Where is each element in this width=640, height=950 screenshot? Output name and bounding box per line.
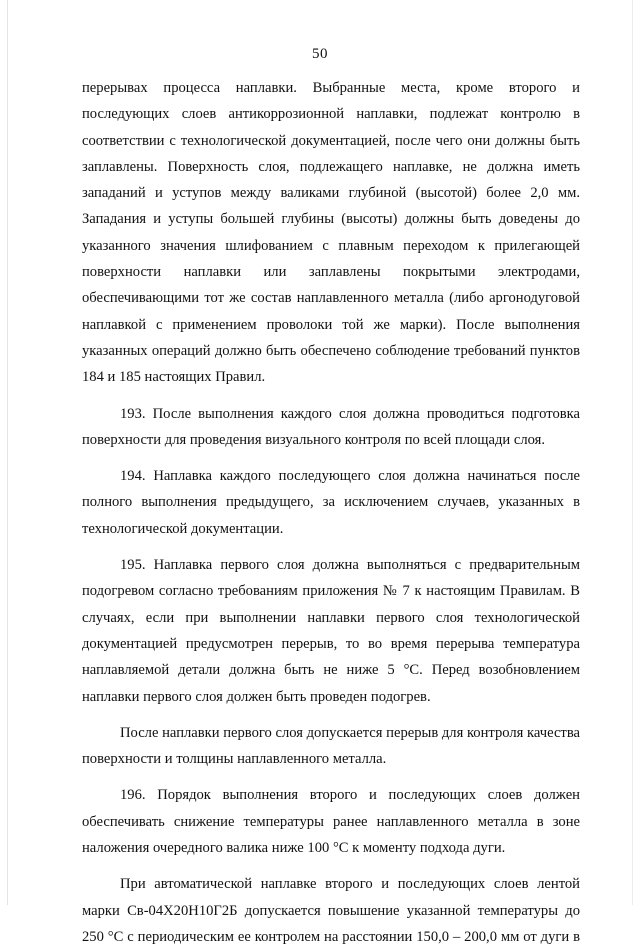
paragraph-item-195: 195. Наплавка первого слоя должна выполняться с предварительным подогревом согласно требованиям приложения № 7 к настоящим Правилам. В случаях, если при выполнении наплавки первого слоя технологической документацией предусмотрен перерыв, то во время перерыва температура наплавляемой детали должна быть не ниже 5 °С. Перед возобновлением наплавки первого слоя должен быть проведен подогрев.	[82, 557, 580, 705]
scan-edge-left	[7, 0, 8, 905]
page-number: 50	[312, 46, 328, 62]
body-text	[82, 75, 580, 950]
paragraph-continuation: перерывах процесса наплавки. Выбранные места, кроме второго и последующих слоев антикоррозионной наплавки, подлежат контролю в соответствии с технологической документацией, после чего они должны быть заплавлены. Поверхность слоя, подлежащего наплавке, не должна иметь западаний и уступов между валиками глубиной (высотой) более 2,0 мм. Западания и уступы большей глубины (высоты) должны быть доведены до указанного значения шлифованием с плавным переходом к прилегающей поверхности наплавки или заплавлены покрытыми электродами, обеспечивающими тот же состав наплавленного металла (либо аргонодуговой наплавкой с применением проволоки той же марки). После выполнения указанных операций должно быть обеспечено соблюдение требований пунктов 184 и 185 настоящих Правил.	[82, 80, 580, 386]
paragraph-item-193: 193. После выполнения каждого слоя должна проводиться подготовка поверхности для проведения визуального контроля по всей площади слоя.	[82, 405, 580, 448]
paragraph-item-194: 194. Наплавка каждого последующего слоя должна начинаться после полного выполнения предыдущего, за исключением случаев, указанных в технологической документации.	[82, 468, 580, 537]
paragraph-item-196: 196. Порядок выполнения второго и последующих слоев должен обеспечивать снижение температуры ранее наплавленного металла в зоне наложения очередного валика ниже 100 °С к моменту подхода дуги.	[82, 787, 580, 857]
scan-edge-right	[632, 0, 633, 905]
paragraph-item-195-note: После наплавки первого слоя допускается перерыв для контроля качества поверхности и толщины наплавленного металла.	[82, 724, 580, 768]
paragraph-item-196-note: При автоматической наплавке второго и последующих слоев лентой марки Св-04Х20Н10Г2Б допускается повышение указанной температуры до 250 °С с периодическим ее контролем на расстоянии 150,0 – 200,0 мм от дуги в	[82, 876, 580, 945]
